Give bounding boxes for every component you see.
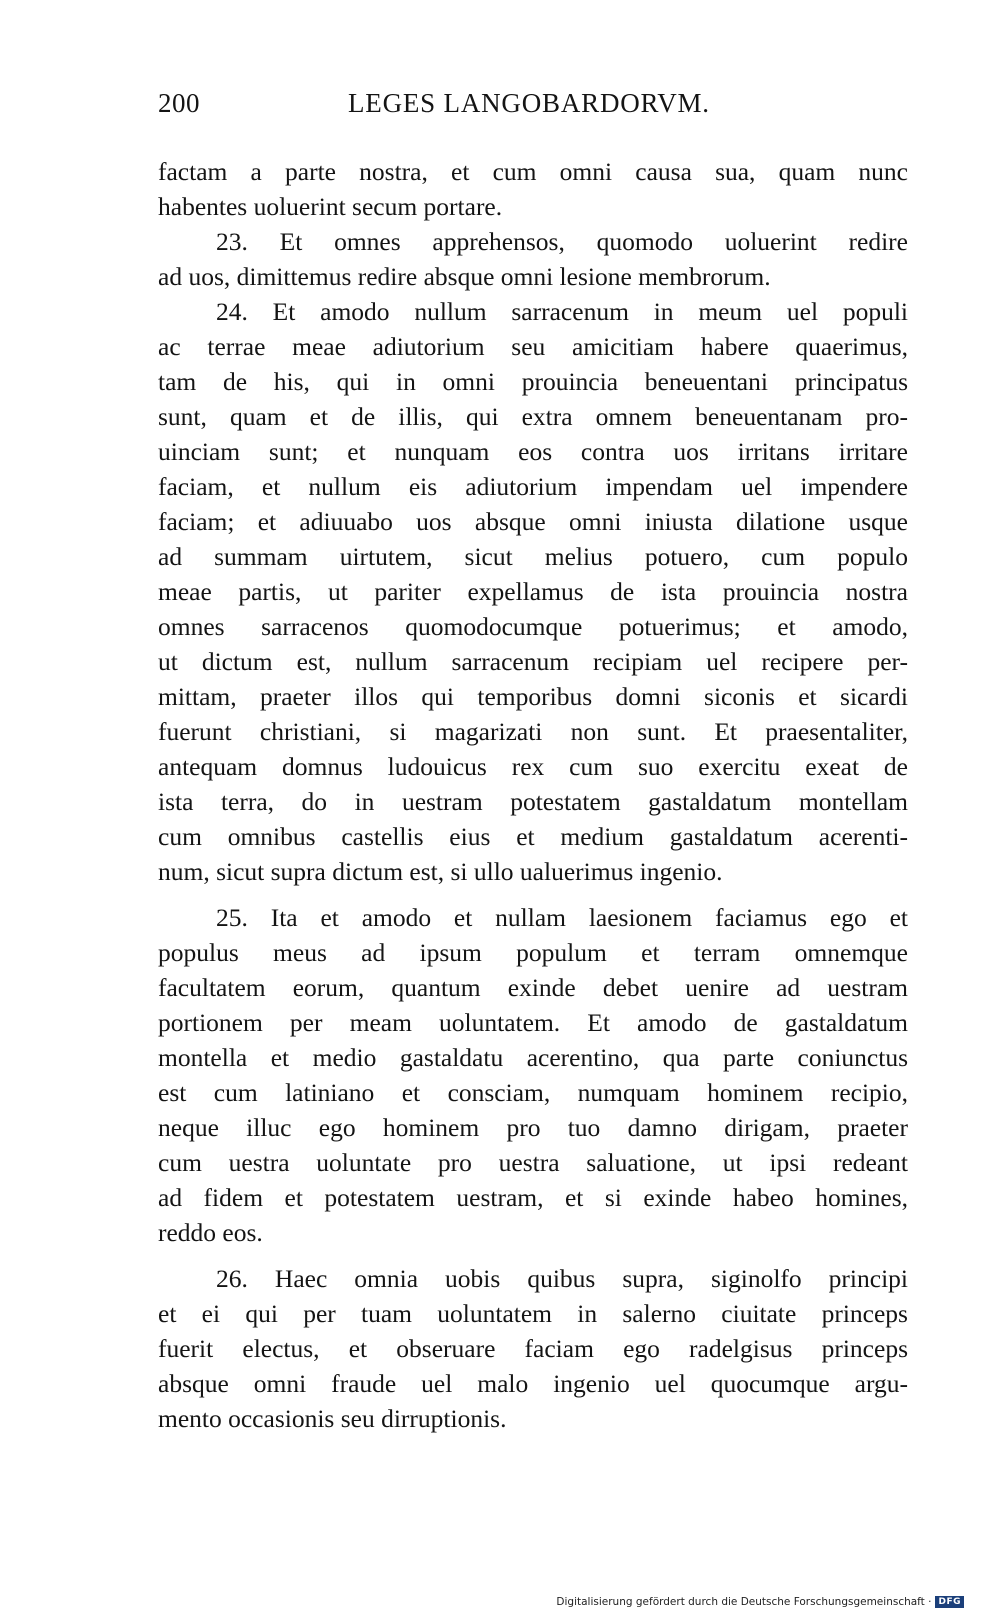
text-line: sunt, quam et de illis, qui extra omnem beneuentanam pro- — [158, 402, 908, 431]
text-line: absque omni fraude uel malo ingenio uel quocumque argu- — [158, 1369, 908, 1398]
text-line: ad fidem et potestatem uestram, et si exinde habeo homines, — [158, 1183, 908, 1212]
text-line: mittam, praeter illos qui temporibus domni siconis et sicardi — [158, 682, 908, 711]
paragraph-spacer — [158, 1250, 908, 1261]
text-line: et ei qui per tuam uoluntatem in salerno ciuitate princeps — [158, 1299, 908, 1328]
text-line: est cum latiniano et consciam, numquam hominem recipio, — [158, 1078, 908, 1107]
text-line: fuerunt christiani, si magarizati non sunt. Et praesentaliter, — [158, 717, 908, 746]
dfg-logo: DFG — [935, 1596, 964, 1608]
text-line: mento occasionis seu dirruptionis. — [158, 1404, 507, 1433]
paragraph-24-start: 24. Et amodo nullum sarracenum in meum uel populi — [216, 297, 908, 326]
text-line: facultatem eorum, quantum exinde debet uenire ad uestram — [158, 973, 908, 1002]
text-line: reddo eos. — [158, 1218, 263, 1247]
text-line: ad uos, dimittemus redire absque omni lesione membrorum. — [158, 262, 771, 291]
text-line: ista terra, do in uestram potestatem gastaldatum montellam — [158, 787, 908, 816]
credit-text: Digitalisierung gefördert durch die Deutsche Forschungsgemeinschaft · — [556, 1596, 932, 1608]
text-line: num, sicut supra dictum est, si ullo ualuerimus ingenio. — [158, 857, 723, 886]
text-line: uinciam sunt; et nunquam eos contra uos irritans irritare — [158, 437, 908, 466]
text-line: populus meus ad ipsum populum et terram omnemque — [158, 938, 908, 967]
paragraph-spacer — [158, 889, 908, 900]
body-text — [158, 154, 908, 1436]
text-line: habentes uoluerint secum portare. — [158, 192, 503, 221]
running-head — [158, 88, 713, 128]
text-line: factam a parte nostra, et cum omni causa sua, quam nunc — [158, 157, 908, 186]
text-line: cum uestra uoluntate pro uestra saluatione, ut ipsi redeant — [158, 1148, 908, 1177]
text-line: antequam domnus ludouicus rex cum suo exercitu exeat de — [158, 752, 908, 781]
text-line: fuerit electus, et obseruare faciam ego radelgisus princeps — [158, 1334, 908, 1363]
paragraph-25-start: 25. Ita et amodo et nullam laesionem faciamus ego et — [216, 903, 908, 932]
text-line: montella et medio gastaldatu acerentino, qua parte coniunctus — [158, 1043, 908, 1072]
page-number: 200 — [158, 88, 200, 118]
text-line: faciam; et adiuuabo uos absque omni iniusta dilatione usque — [158, 507, 908, 536]
text-line: ut dictum est, nullum sarracenum recipiam uel recipere per- — [158, 647, 908, 676]
text-line: neque illuc ego hominem pro tuo damno dirigam, praeter — [158, 1113, 908, 1142]
text-line: ad summam uirtutem, sicut melius potuero, cum populo — [158, 542, 908, 571]
text-line: ac terrae meae adiutorium seu amicitiam habere quaerimus, — [158, 332, 908, 361]
text-line: meae partis, ut pariter expellamus de ista prouincia nostra — [158, 577, 908, 606]
text-line: cum omnibus castellis eius et medium gastaldatum acerenti- — [158, 822, 908, 851]
text-line: faciam, et nullum eis adiutorium impendam uel impendere — [158, 472, 908, 501]
text-line: tam de his, qui in omni prouincia beneuentani principatus — [158, 367, 908, 396]
digitization-credit — [556, 1596, 964, 1608]
text-line: portionem per meam uoluntatem. Et amodo de gastaldatum — [158, 1008, 908, 1037]
running-title: LEGES LANGOBARDORVM. — [348, 88, 710, 118]
paragraph-26-start: 26. Haec omnia uobis quibus supra, siginolfo principi — [216, 1264, 908, 1293]
text-line: omnes sarracenos quomodocumque potuerimus; et amodo, — [158, 612, 908, 641]
paragraph-23-start: 23. Et omnes apprehensos, quomodo uoluerint redire — [216, 227, 908, 256]
